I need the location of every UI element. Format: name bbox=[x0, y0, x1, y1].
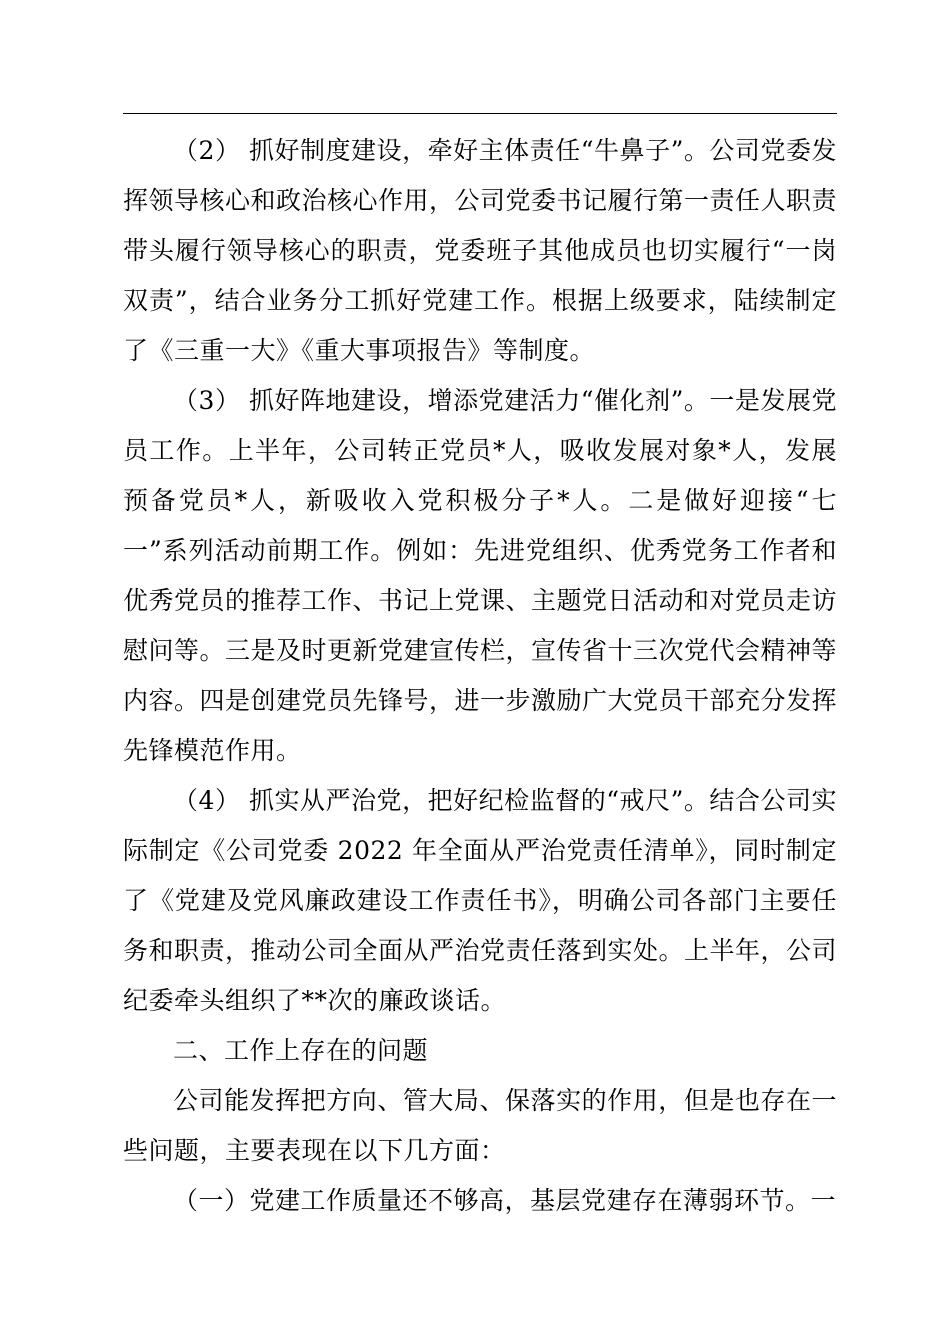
paragraph-position-building: （3） 抓好阵地建设，增添党建活力“催化剂”。一是发展党员工作。上半年，公司转正党员*人，吸收发展对象*人，发展预备党员*人，新吸收入党积极分子*人。二是做好迎接“七一”系列活动前期工作。例如：先进党组织、优秀党务工作者和优秀党员的推荐工作、书记上党课、主题党日活动和对党员走访慰问等。三是及时更新党建宣传栏，宣传省十三次党代会精神等内容。四是创建党员先锋号，进一步激励广大党员干部充分发挥先锋模范作用。 bbox=[123, 386, 838, 765]
header-divider bbox=[123, 113, 837, 114]
paragraph-system-building: （2） 抓好制度建设，牵好主体责任“牛鼻子”。公司党委发挥领导核心和政治核心作用，公司党委书记履行第一责任人职责带头履行领导核心的职责，党委班子其他成员也切实履行“一岗双责”，结合业务分工抓好党建工作。根据上级要求，陆续制定了《三重一大》《重大事项报告》等制度。 bbox=[123, 136, 838, 365]
section-heading-problems: 二、工作上存在的问题 bbox=[173, 1036, 429, 1065]
paragraph-problem-one: （一）党建工作质量还不够高，基层党建存在薄弱环节。一 bbox=[173, 1186, 837, 1215]
paragraph-problems-intro: 公司能发挥把方向、管大局、保落实的作用，但是也存在一些问题，主要表现在以下几方面： bbox=[123, 1086, 837, 1165]
paragraph-strict-governance: （4） 抓实从严治党，把好纪检监督的“戒尺”。结合公司实际制定《公司党委 2022 年全面从严治党责任清单》，同时制定了《党建及党风廉政建设工作责任书》，明确公司各部门主要任务和职责，推动公司全面从严治党责任落到实处。上半年，公司纪委牵头组织了**次的廉政谈话。 bbox=[123, 786, 838, 1015]
document-body bbox=[123, 126, 837, 1226]
